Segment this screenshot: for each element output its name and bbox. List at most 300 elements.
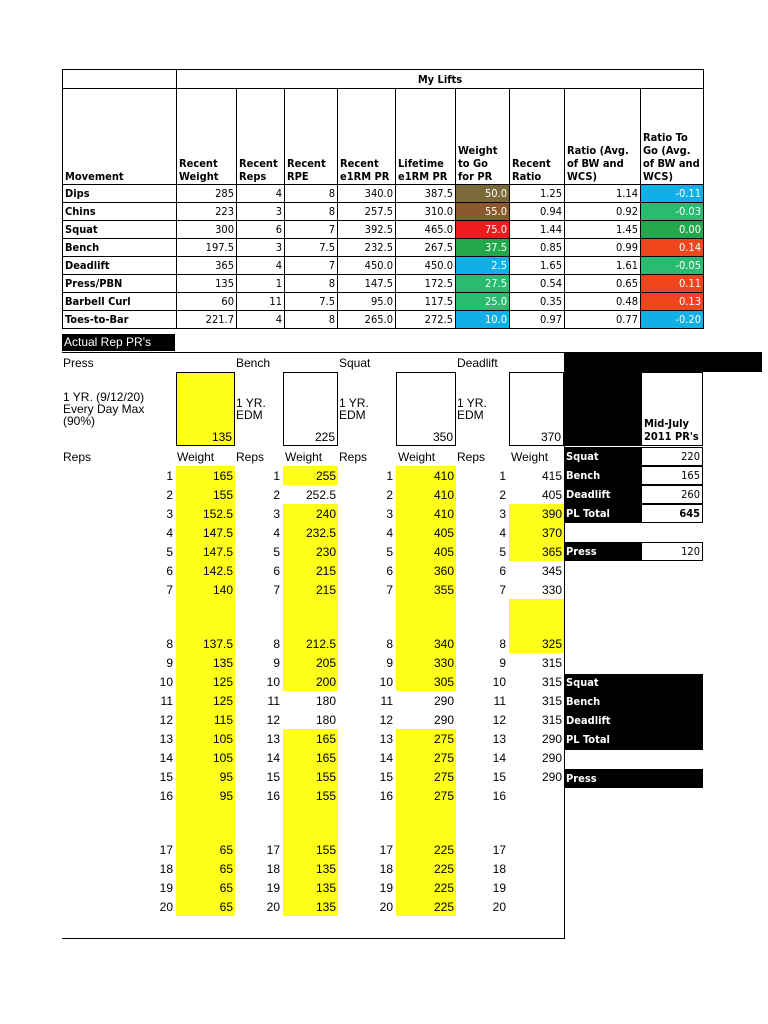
weight-value: 405 [541,488,562,502]
recent-reps-cell: 4 [237,185,285,203]
recent-e1rm-cell: 450.0 [338,257,396,275]
table-row [63,293,704,311]
mid-july-label: Deadlift [564,485,642,504]
weight-to-go-cell: 25.0 [456,293,510,311]
rep-number: 15 [159,770,173,784]
mid-july-press-label: Press [564,542,642,561]
mid-july-label: Bench [564,466,642,485]
weight-value: 360 [433,564,454,578]
recent-weight-cell: 300 [177,221,237,239]
bench-edm-label: 1 YR. EDM [236,396,266,422]
rep-number: 15 [492,770,506,784]
rep-number: 9 [386,656,393,670]
weight-value: 405 [433,526,454,540]
movement-cell: Press/PBN [63,275,177,293]
rep-number: 11 [160,694,173,708]
weight-value: 135 [212,656,233,670]
lifetime-e1rm-cell: 272.5 [396,311,456,329]
col-header: Recent RPE [285,89,338,185]
ratio-avg-cell: 1.14 [565,185,641,203]
ratio-avg-cell: 1.45 [565,221,641,239]
recent-ratio-cell: 0.97 [510,311,565,329]
movement-cell: Squat [63,221,177,239]
weight-value: 155 [212,488,233,502]
bench-edm-value: 225 [314,430,335,444]
movement-cell: Chins [63,203,177,221]
rep-number: 12 [379,713,393,727]
weight-value: 215 [315,583,336,597]
rep-number: 7 [273,583,280,597]
recent-reps-cell: 4 [237,257,285,275]
recent-weight-cell: 221.7 [177,311,237,329]
lifetime-e1rm-cell: 310.0 [396,203,456,221]
rep-number: 5 [273,545,280,559]
rep-number: 2 [386,488,393,502]
reps-header: Reps [457,450,486,464]
rep-number: 4 [499,526,506,540]
squat-edm-value: 350 [432,430,453,444]
weight-value: 105 [212,751,233,765]
rep-number: 20 [159,900,173,914]
weight-value: 165 [315,751,336,765]
header-row [63,89,704,185]
recent-rpe-cell: 7 [285,257,338,275]
rep-number: 6 [499,564,506,578]
mid-july-label: Squat [564,447,642,466]
ratio-to-go-cell: -0.05 [641,257,704,275]
black-band [564,352,762,372]
weight-value: 215 [315,564,336,578]
weight-to-go-cell: 10.0 [456,311,510,329]
col-header: Ratio (Avg. of BW and WCS) [565,89,641,185]
ratio-avg-cell: 0.48 [565,293,641,311]
rep-number: 1 [273,469,280,483]
weight-value: 370 [541,526,562,540]
weight-value: 230 [315,545,336,559]
rep-number: 16 [492,789,506,803]
rep-number: 4 [166,526,173,540]
rep-number: 17 [159,843,173,857]
rep-number: 1 [499,469,506,483]
recent-e1rm-cell: 232.5 [338,239,396,257]
weight-header: Weight [285,450,323,464]
press-edm-value: 135 [211,430,232,444]
divider [62,938,565,939]
rep-number: 7 [499,583,506,597]
rep-number: 14 [159,751,173,765]
weight-value: 325 [541,637,562,651]
rep-number: 13 [266,732,280,746]
rep-number: 17 [492,843,506,857]
weight-value: 165 [212,469,233,483]
weight-value: 330 [433,656,454,670]
recent-rpe-cell: 8 [285,311,338,329]
recent-rpe-cell: 7.5 [285,239,338,257]
rep-number: 18 [159,862,173,876]
weight-to-go-cell: 37.5 [456,239,510,257]
rep-number: 12 [159,713,173,727]
weight-value: 225 [433,843,454,857]
weight-value: 410 [433,469,454,483]
mid-july-title-box [641,372,703,446]
lifetime-e1rm-cell: 267.5 [396,239,456,257]
recent-ratio-cell: 0.94 [510,203,565,221]
rep-number: 20 [266,900,280,914]
weight-value: 330 [541,583,562,597]
movement-cell: Barbell Curl [63,293,177,311]
weight-value: 315 [541,675,562,689]
weight-value: 180 [315,713,336,727]
weight-value: 200 [315,675,336,689]
lift-rows [63,185,704,329]
rep-number: 8 [499,637,506,651]
weight-value: 65 [219,843,233,857]
weight-value: 290 [541,732,562,746]
weight-value: 142.5 [202,564,233,578]
rep-number: 13 [159,732,173,746]
ratio-to-go-cell: 0.00 [641,221,704,239]
weight-value: 152.5 [202,507,233,521]
weight-value: 65 [219,881,233,895]
col-header: Recent e1RM PR [338,89,396,185]
section-deadlift: Deadlift [457,356,498,370]
col-header: Recent Reps [237,89,285,185]
mid-july-value: 165 [641,466,703,485]
rep-number: 6 [273,564,280,578]
lower-summary-label: Bench [566,695,601,708]
squat-edm-label: 1 YR. EDM [339,396,369,422]
col-header: Recent Ratio [510,89,565,185]
rep-number: 10 [379,675,393,689]
table-row [63,185,704,203]
rep-number: 12 [492,713,506,727]
movement-cell: Toes-to-Bar [63,311,177,329]
rep-number: 7 [386,583,393,597]
black-block [564,372,642,446]
weight-value: 415 [541,469,562,483]
rep-number: 4 [273,526,280,540]
recent-e1rm-cell: 257.5 [338,203,396,221]
weight-value: 155 [315,789,336,803]
weight-value: 315 [541,694,562,708]
weight-value: 290 [433,713,454,727]
rep-number: 12 [266,713,280,727]
rep-number: 17 [379,843,393,857]
recent-e1rm-cell: 265.0 [338,311,396,329]
lower-summary-label: Squat [566,676,599,689]
ratio-to-go-cell: 0.13 [641,293,704,311]
rep-number: 16 [159,789,173,803]
weight-value: 137.5 [202,637,233,651]
weight-value: 155 [315,843,336,857]
table-row [63,203,704,221]
recent-reps-cell: 3 [237,203,285,221]
rep-number: 13 [379,732,393,746]
rep-number: 3 [273,507,280,521]
weight-to-go-cell: 75.0 [456,221,510,239]
weight-value: 212.5 [305,637,336,651]
lower-summary-label: Deadlift [566,714,611,727]
rep-number: 2 [273,488,280,502]
weight-value: 275 [433,789,454,803]
rep-number: 4 [386,526,393,540]
col-header: Lifetime e1RM PR [396,89,456,185]
bench-edm-box [283,372,338,446]
corner-cell [63,70,177,89]
rep-number: 13 [492,732,506,746]
rep-number: 2 [499,488,506,502]
weight-value: 410 [433,488,454,502]
recent-e1rm-cell: 147.5 [338,275,396,293]
weight-value: 390 [541,507,562,521]
section-bench: Bench [236,356,271,370]
rep-number: 16 [379,789,393,803]
recent-weight-cell: 135 [177,275,237,293]
rep-number: 20 [379,900,393,914]
weight-to-go-cell: 2.5 [456,257,510,275]
mid-july-label: PL Total [564,504,642,523]
weight-value: 275 [433,732,454,746]
rep-number: 5 [166,545,173,559]
reps-header: Reps [236,450,265,464]
edm-label-text: 1 YR. (9/12/20) Every Day Max (90%) [63,390,145,428]
weight-value: 275 [433,770,454,784]
recent-rpe-cell: 7 [285,221,338,239]
rep-number: 3 [499,507,506,521]
weight-value: 290 [541,770,562,784]
rep-number: 19 [266,881,280,895]
rep-number: 1 [166,469,173,483]
press-edm-box [176,372,235,446]
lower-summary-press: Press [564,769,703,788]
weight-value: 140 [212,583,233,597]
rep-number: 11 [380,694,393,708]
weight-value: 180 [315,694,336,708]
weight-value: 225 [433,881,454,895]
movement-cell: Bench [63,239,177,257]
mid-july-value: 260 [641,485,703,504]
rep-number: 14 [379,751,393,765]
weight-value: 125 [212,675,233,689]
squat-edm-box [396,372,456,446]
recent-ratio-cell: 0.85 [510,239,565,257]
rep-number: 2 [166,488,173,502]
rep-number: 10 [159,675,173,689]
recent-rpe-cell: 7.5 [285,293,338,311]
rep-number: 3 [166,507,173,521]
weight-value: 290 [433,694,454,708]
lifetime-e1rm-cell: 450.0 [396,257,456,275]
weight-value: 65 [219,862,233,876]
lifetime-e1rm-cell: 117.5 [396,293,456,311]
rep-number: 5 [499,545,506,559]
weight-value: 95 [219,770,233,784]
rep-number: 16 [266,789,280,803]
rep-number: 19 [492,881,506,895]
mid-july-value: 645 [641,504,703,523]
weight-value: 275 [433,751,454,765]
recent-reps-cell: 1 [237,275,285,293]
weight-value: 225 [433,900,454,914]
weight-header: Weight [398,450,436,464]
rep-number: 6 [386,564,393,578]
ratio-avg-cell: 0.99 [565,239,641,257]
recent-reps-cell: 4 [237,311,285,329]
reps-header: Reps [339,450,368,464]
weight-value: 345 [541,564,562,578]
col-header: Weight to Go for PR [456,89,510,185]
ratio-to-go-cell: 0.14 [641,239,704,257]
ratio-to-go-cell: 0.11 [641,275,704,293]
col-header: Ratio To Go (Avg. of BW and WCS) [641,89,704,185]
recent-ratio-cell: 1.65 [510,257,565,275]
weight-value: 315 [541,656,562,670]
mid-july-press-value: 120 [641,542,703,561]
section-press: Press [63,356,94,370]
recent-e1rm-cell: 95.0 [338,293,396,311]
weight-value: 125 [212,694,233,708]
recent-weight-cell: 223 [177,203,237,221]
weight-value: 305 [433,675,454,689]
rep-number: 14 [266,751,280,765]
weight-value: 135 [315,881,336,895]
rep-number: 19 [379,881,393,895]
recent-e1rm-cell: 392.5 [338,221,396,239]
rep-number: 10 [492,675,506,689]
ratio-avg-cell: 0.77 [565,311,641,329]
movement-cell: Dips [63,185,177,203]
table-row [63,257,704,275]
rep-number: 19 [159,881,173,895]
mid-july-value: 220 [641,447,703,466]
ratio-avg-cell: 1.61 [565,257,641,275]
weight-value: 355 [433,583,454,597]
divider [62,352,564,353]
weight-value: 290 [541,751,562,765]
section-squat: Squat [339,356,371,370]
mid-july-title: Mid-July 2011 PR's [644,417,699,443]
weight-value: 155 [315,770,336,784]
rep-number: 18 [379,862,393,876]
ratio-avg-cell: 0.65 [565,275,641,293]
weight-header: Weight [177,450,215,464]
weight-value: 340 [433,637,454,651]
my-lifts-table [62,69,704,329]
recent-e1rm-cell: 340.0 [338,185,396,203]
recent-rpe-cell: 8 [285,203,338,221]
recent-ratio-cell: 1.25 [510,185,565,203]
recent-reps-cell: 11 [237,293,285,311]
rep-number: 17 [266,843,280,857]
weight-value: 252.5 [305,488,336,502]
rep-number: 1 [386,469,393,483]
weight-value: 165 [315,732,336,746]
weight-value: 135 [315,900,336,914]
reps-header: Reps [63,450,92,464]
rep-number: 9 [499,656,506,670]
movement-cell: Deadlift [63,257,177,275]
rep-number: 5 [386,545,393,559]
rep-number: 6 [166,564,173,578]
weight-value: 255 [315,469,336,483]
recent-ratio-cell: 0.35 [510,293,565,311]
weight-to-go-cell: 50.0 [456,185,510,203]
table-row [63,239,704,257]
rep-number: 18 [266,862,280,876]
recent-weight-cell: 60 [177,293,237,311]
weight-value: 147.5 [202,545,233,559]
table-row [63,221,704,239]
rep-number: 20 [492,900,506,914]
weight-to-go-cell: 27.5 [456,275,510,293]
recent-ratio-cell: 1.44 [510,221,565,239]
rep-number: 15 [379,770,393,784]
weight-value: 240 [315,507,336,521]
recent-rpe-cell: 8 [285,275,338,293]
lifetime-e1rm-cell: 172.5 [396,275,456,293]
rep-number: 8 [386,637,393,651]
recent-reps-cell: 6 [237,221,285,239]
weight-to-go-cell: 55.0 [456,203,510,221]
weight-value: 147.5 [202,526,233,540]
weight-value: 105 [212,732,233,746]
weight-header: Weight [511,450,549,464]
weight-value: 315 [541,713,562,727]
rep-number: 3 [386,507,393,521]
ratio-avg-cell: 0.92 [565,203,641,221]
ratio-to-go-cell: -0.20 [641,311,704,329]
rep-prs-banner: Actual Rep PR's [62,334,175,351]
weight-value: 95 [219,789,233,803]
lifetime-e1rm-cell: 387.5 [396,185,456,203]
weight-value: 365 [541,545,562,559]
recent-ratio-cell: 0.54 [510,275,565,293]
col-header: Recent Weight [177,89,237,185]
deadlift-edm-box [509,372,564,446]
weight-value: 135 [315,862,336,876]
rep-number: 14 [492,751,506,765]
rep-number: 8 [273,637,280,651]
rep-number: 11 [267,694,280,708]
rep-number: 18 [492,862,506,876]
table-title: My Lifts [177,70,704,89]
recent-reps-cell: 3 [237,239,285,257]
weight-value: 405 [433,545,454,559]
recent-weight-cell: 285 [177,185,237,203]
recent-weight-cell: 365 [177,257,237,275]
weight-value: 410 [433,507,454,521]
col-header: Movement [63,89,177,185]
ratio-to-go-cell: -0.03 [641,203,704,221]
weight-value: 205 [315,656,336,670]
rep-number: 9 [166,656,173,670]
table-row [63,275,704,293]
rep-number: 7 [166,583,173,597]
weight-value: 65 [219,900,233,914]
rep-number: 11 [493,694,506,708]
weight-value: 225 [433,862,454,876]
table-row [63,311,704,329]
deadlift-edm-label: 1 YR. EDM [457,396,487,422]
deadlift-edm-value: 370 [540,430,561,444]
press-edm-label [63,391,175,427]
recent-rpe-cell: 8 [285,185,338,203]
weight-value: 232.5 [305,526,336,540]
rep-number: 8 [166,637,173,651]
lifetime-e1rm-cell: 465.0 [396,221,456,239]
ratio-to-go-cell: -0.11 [641,185,704,203]
lower-summary-label: PL Total [566,733,610,746]
